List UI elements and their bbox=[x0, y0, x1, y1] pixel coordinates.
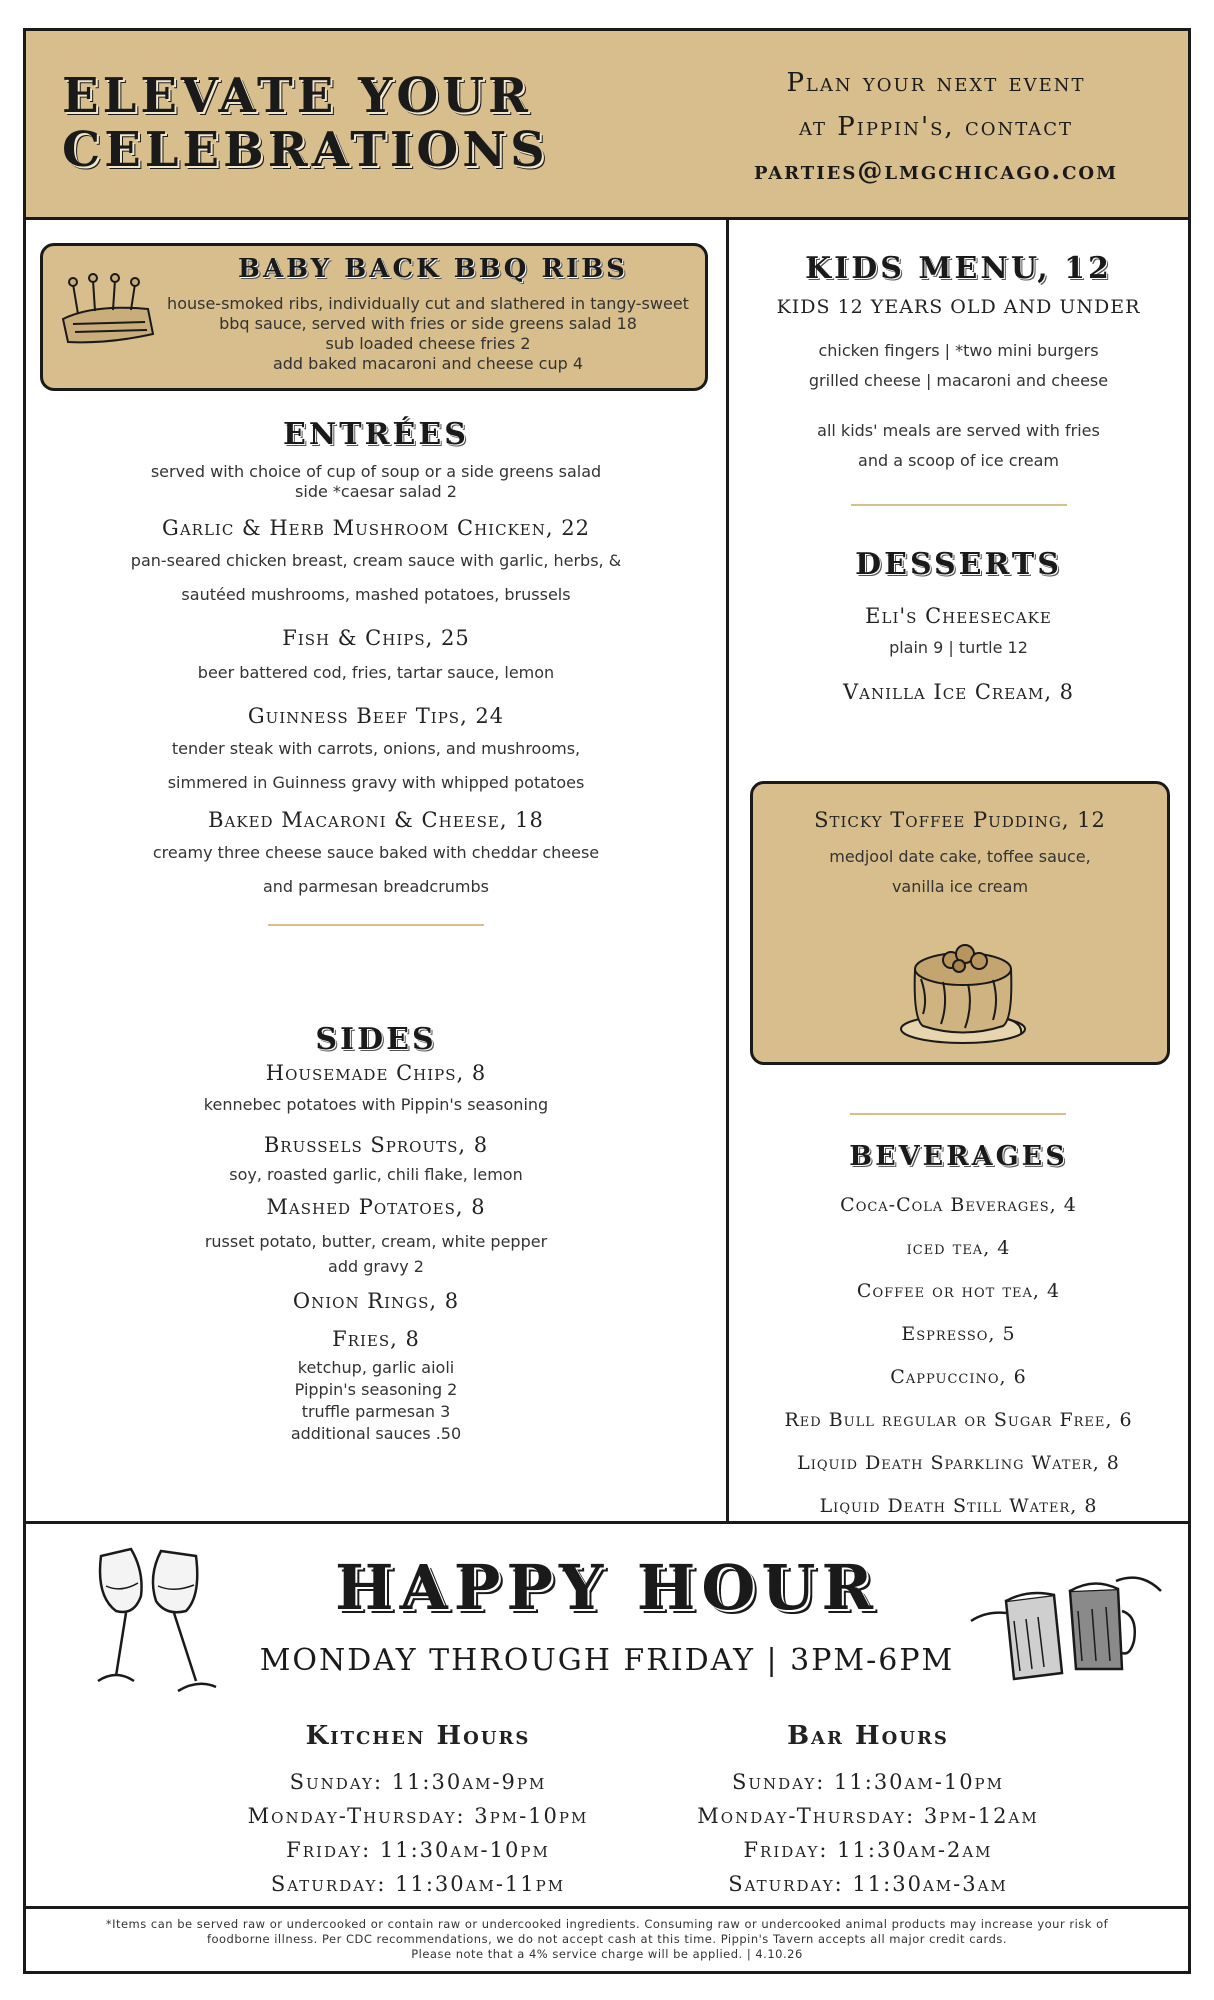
beverage-item: Liquid Death Still Water, 8 bbox=[819, 1495, 1098, 1517]
beverages-section bbox=[729, 1141, 1188, 1528]
footer-disclaimer bbox=[46, 1917, 1168, 1962]
title-line-2: CELEBRATIONS bbox=[62, 122, 549, 178]
hours-line: Saturday: 11:30am-11pm bbox=[270, 1872, 566, 1896]
ribs-desc-line: sub loaded cheese fries 2 bbox=[325, 334, 531, 353]
beverages-title: BEVERAGES bbox=[849, 1141, 1068, 1172]
kids-desc: grilled cheese | macaroni and cheese bbox=[808, 371, 1109, 390]
contact-email-link[interactable]: parties@lmgchicago.com bbox=[753, 156, 1119, 185]
hours-line: Saturday: 11:30am-3am bbox=[728, 1872, 1008, 1896]
kids-title: KIDS MENU, 12 bbox=[805, 251, 1112, 286]
side-desc: add gravy 2 bbox=[328, 1257, 424, 1276]
beverage-item: iced tea, 4 bbox=[906, 1237, 1011, 1259]
disclaimer-line: foodborne illness. Per CDC recommendations, we do not accept cash at this time. Pippin's Tavern accepts all major credit cards. bbox=[206, 1932, 1008, 1946]
header-banner bbox=[26, 31, 1188, 220]
kids-desc: and a scoop of ice cream bbox=[858, 451, 1059, 470]
pudding-icon bbox=[893, 924, 1033, 1049]
entree-desc: pan-seared chicken breast, cream sauce with garlic, herbs, & bbox=[130, 551, 622, 570]
side-desc: kennebec potatoes with Pippin's seasoning bbox=[203, 1095, 549, 1114]
entree-desc: creamy three cheese sauce baked with cheddar cheese bbox=[152, 843, 600, 862]
entree-desc: and parmesan breadcrumbs bbox=[262, 877, 490, 896]
entree-name: Garlic & Herb Mushroom Chicken, 22 bbox=[162, 516, 590, 540]
entree-name: Guinness Beef Tips, 24 bbox=[247, 704, 505, 728]
hours-line: Friday: 11:30am-2am bbox=[743, 1838, 993, 1862]
side-name: Onion Rings, 8 bbox=[292, 1289, 460, 1313]
bar-hours-title: Bar Hours bbox=[787, 1721, 949, 1751]
entree-name: Baked Macaroni & Cheese, 18 bbox=[208, 808, 544, 832]
desserts-title: DESSERTS bbox=[855, 547, 1062, 582]
side-name: Brussels Sprouts, 8 bbox=[263, 1133, 489, 1157]
dessert-desc: plain 9 | turtle 12 bbox=[889, 638, 1028, 657]
entree-desc: beer battered cod, fries, tartar sauce, lemon bbox=[197, 663, 555, 682]
menu-frame bbox=[23, 28, 1191, 1974]
beverage-item: Coca-Cola Beverages, 4 bbox=[840, 1194, 1077, 1216]
section-divider bbox=[850, 1113, 1066, 1115]
kids-subtitle: KIDS 12 YEARS OLD AND UNDER bbox=[776, 296, 1141, 318]
sides-section bbox=[26, 1022, 726, 1445]
side-desc: truffle parmesan 3 bbox=[301, 1402, 451, 1421]
hours-line: Monday-Thursday: 3pm-12am bbox=[697, 1804, 1039, 1828]
happy-hour-border bbox=[26, 1521, 1188, 1524]
happy-hour-subtitle: MONDAY THROUGH FRIDAY | 3PM-6PM bbox=[259, 1643, 955, 1678]
beverage-item: Red Bull regular or Sugar Free, 6 bbox=[784, 1409, 1133, 1431]
ribs-desc-line: bbq sauce, served with fries or side greens salad 18 bbox=[219, 314, 637, 333]
side-name: Mashed Potatoes, 8 bbox=[266, 1195, 486, 1219]
toffee-desc: medjool date cake, toffee sauce, bbox=[829, 847, 1091, 866]
disclaimer-line: Please note that a 4% service charge will be applied. | 4.10.26 bbox=[411, 1947, 803, 1961]
dessert-name: Vanilla Ice Cream, 8 bbox=[842, 680, 1075, 704]
hours-line: Friday: 11:30am-10pm bbox=[286, 1838, 550, 1862]
beverage-item: Cappuccino, 6 bbox=[890, 1366, 1027, 1388]
desserts-section bbox=[729, 547, 1188, 704]
kitchen-hours bbox=[198, 1721, 638, 1901]
hours-line: Monday-Thursday: 3pm-10pm bbox=[247, 1804, 589, 1828]
hours-line: Sunday: 11:30am-10pm bbox=[731, 1770, 1005, 1794]
bar-hours bbox=[648, 1721, 1088, 1901]
kids-section bbox=[729, 251, 1188, 506]
kids-desc: chicken fingers | *two mini burgers bbox=[818, 341, 1099, 360]
contact-line-2: at Pippin's, contact bbox=[798, 112, 1074, 142]
side-name: Housemade Chips, 8 bbox=[265, 1061, 487, 1085]
sides-title: SIDES bbox=[315, 1022, 437, 1057]
beverage-item: Coffee or hot tea, 4 bbox=[856, 1280, 1061, 1302]
kids-desc: all kids' meals are served with fries bbox=[817, 421, 1100, 440]
event-contact bbox=[716, 61, 1156, 193]
entree-name: Fish & Chips, 25 bbox=[282, 626, 470, 650]
side-desc: Pippin's seasoning 2 bbox=[294, 1380, 458, 1399]
side-desc: russet potato, butter, cream, white pepper bbox=[204, 1232, 548, 1251]
section-divider bbox=[851, 504, 1067, 506]
toffee-feature-box bbox=[750, 781, 1170, 1065]
entree-desc: sautéed mushrooms, mashed potatoes, brussels bbox=[181, 585, 571, 604]
ribs-desc-line: house-smoked ribs, individually cut and slathered in tangy-sweet bbox=[167, 294, 689, 313]
toffee-name: Sticky Toffee Pudding, 12 bbox=[814, 808, 1106, 832]
header-title bbox=[62, 69, 682, 177]
disclaimer-line: *Items can be served raw or undercooked or contain raw or undercooked ingredients. Consuming raw or undercooked animal products may increase your risk of bbox=[105, 1917, 1109, 1931]
kitchen-hours-title: Kitchen Hours bbox=[305, 1721, 531, 1751]
happy-hour-title: HAPPY HOUR bbox=[335, 1551, 879, 1624]
entrees-title: ENTRÉES bbox=[283, 417, 469, 452]
side-desc: additional sauces .50 bbox=[290, 1424, 462, 1443]
footer-border bbox=[26, 1906, 1188, 1909]
ribs-desc-line: add baked macaroni and cheese cup 4 bbox=[272, 354, 584, 373]
ribs-feature-box bbox=[40, 243, 708, 391]
beverage-item: Espresso, 5 bbox=[901, 1323, 1016, 1345]
toffee-desc: vanilla ice cream bbox=[891, 877, 1029, 896]
entree-desc: simmered in Guinness gravy with whipped potatoes bbox=[167, 773, 585, 792]
dessert-name: Eli's Cheesecake bbox=[865, 604, 1052, 628]
entrees-intro: side *caesar salad 2 bbox=[295, 482, 457, 501]
ribs-icon bbox=[53, 264, 163, 364]
entrees-intro: served with choice of cup of soup or a side greens salad bbox=[150, 462, 602, 481]
side-desc: ketchup, garlic aioli bbox=[297, 1358, 455, 1377]
section-divider bbox=[268, 924, 484, 926]
ribs-description bbox=[153, 294, 703, 374]
hours-line: Sunday: 11:30am-9pm bbox=[289, 1770, 547, 1794]
contact-line-1: Plan your next event bbox=[786, 68, 1086, 98]
side-desc: soy, roasted garlic, chili flake, lemon bbox=[229, 1165, 523, 1184]
beverage-item: Liquid Death Sparkling Water, 8 bbox=[797, 1452, 1120, 1474]
entree-desc: tender steak with carrots, onions, and mushrooms, bbox=[171, 739, 581, 758]
ribs-title: BABY BACK BBQ RIBS bbox=[238, 254, 628, 284]
side-name: Fries, 8 bbox=[332, 1327, 420, 1351]
entrees-section bbox=[26, 417, 726, 926]
title-line-1: ELEVATE YOUR bbox=[62, 68, 532, 124]
